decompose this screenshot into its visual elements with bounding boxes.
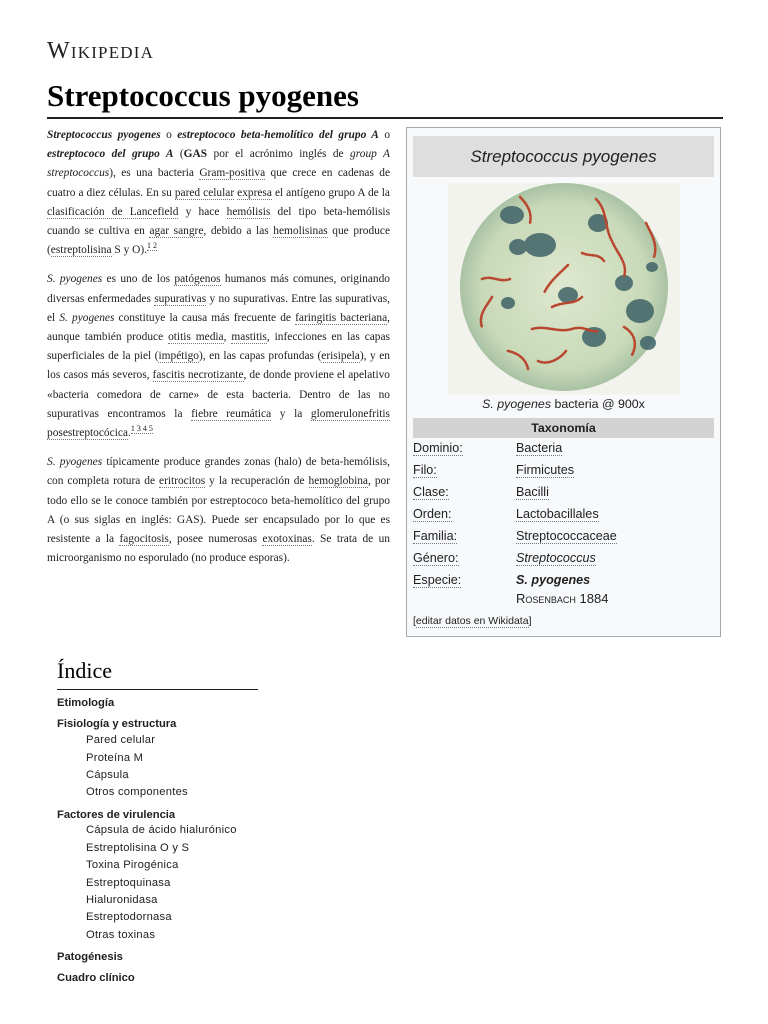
value-bacteria[interactable]: Bacteria <box>516 441 563 455</box>
bracket: ] <box>528 615 532 627</box>
value-species: S. pyogenes <box>516 573 591 587</box>
text: el antígeno grupo A de la <box>271 186 390 199</box>
toc-item-factores-virulencia[interactable]: Factores de virulencia <box>57 809 176 821</box>
text: y la <box>271 407 311 420</box>
wikipedia-wordmark[interactable]: Wikipedia <box>47 38 155 64</box>
toc-divider <box>57 689 258 690</box>
reference-marks[interactable]: 1 2 <box>147 241 157 251</box>
text: S. pyogenes <box>59 311 115 324</box>
text: típicamente produce grandes zonas (halo) de beta-hemólisis, con completa rotura de <box>47 456 390 488</box>
caption-species: S. pyogenes <box>482 397 552 411</box>
text: ), y en los casos más severos, <box>47 350 390 382</box>
taxonomy-row <box>413 463 714 483</box>
text: , infecciones en las capas superficiales de la piel ( <box>47 331 390 363</box>
bracket: [ <box>413 615 416 627</box>
text: y hace <box>178 205 227 218</box>
value-bacilli[interactable]: Bacilli <box>516 485 549 499</box>
link-agar-sangre[interactable]: agar sangre <box>149 225 204 238</box>
taxonomy-infobox <box>406 127 721 637</box>
bold-term: estreptococo beta-hemolítico del grupo A <box>177 129 379 141</box>
text: y la recuperación de <box>205 475 309 488</box>
toc-item-estreptolisina[interactable]: Estreptolisina O y S <box>86 842 190 854</box>
toc-item-cuadro-clinico[interactable]: Cuadro clínico <box>57 972 135 984</box>
text: , por todo ello se le conoce también por estreptococo beta-hemolítico del grupo A (o sus siglas en inglés: GAS). Puede ser encapsulado por lo que es resistente a la <box>47 475 390 546</box>
text: , debido a las <box>203 225 274 238</box>
toc-item-proteina-m[interactable]: Proteína M <box>86 752 144 764</box>
bold-term: estreptococo del grupo A <box>47 148 174 161</box>
micrograph-image[interactable] <box>448 183 680 395</box>
title-divider <box>47 117 723 119</box>
link-impetigo[interactable]: impétigo <box>158 350 199 363</box>
taxonomy-header: Taxonomía <box>413 418 714 438</box>
toc-item-estreptodornasa[interactable]: Estreptodornasa <box>86 911 172 923</box>
value-streptococcaceae[interactable]: Streptococcaceae <box>516 529 617 543</box>
text: S. pyogenes <box>47 456 103 469</box>
edit-wikidata-link[interactable]: editar datos en Wikidata <box>415 615 529 627</box>
infobox-title: Streptococcus pyogenes <box>413 136 714 177</box>
link-lancefield[interactable]: clasificación de Lancefield <box>47 205 179 218</box>
value-firmicutes[interactable]: Firmicutes <box>516 463 575 477</box>
link-otitis-media[interactable]: otitis media <box>168 331 224 344</box>
text: . <box>127 427 131 440</box>
text: y no supurativas. Entre las supurativas, el <box>47 292 391 324</box>
text: S. pyogenes <box>47 273 103 286</box>
text: , de donde proviene el apelativo «bacteria comedora de carne» de esta bacteria. Dentro de las no supurativas encontramos la <box>47 369 390 420</box>
text: S y O). <box>111 244 147 257</box>
text: . Se trata de un microorganismo no esporulado (no produce esporas). <box>47 533 390 565</box>
text: ), en las capas profundas ( <box>198 350 322 363</box>
link-mastitis[interactable]: mastitis <box>231 331 267 344</box>
text: ), es una bacteria <box>109 167 200 180</box>
link-erisipela[interactable]: erisipela <box>321 350 360 363</box>
wikidata-edit <box>413 615 713 627</box>
value-streptococcus[interactable]: Streptococcus <box>516 551 596 565</box>
text: , <box>223 331 232 344</box>
toc-item-etimologia[interactable]: Etimología <box>57 697 115 709</box>
rank-genero[interactable]: Género: <box>413 551 459 565</box>
toc-item-capsula[interactable]: Cápsula <box>86 769 129 781</box>
taxon-authority: Rosenbach 1884 <box>516 591 609 606</box>
toc-item-fisiologia[interactable]: Fisiología y estructura <box>57 718 177 730</box>
microscope-field <box>460 183 668 391</box>
reference-marks[interactable]: 1 3 4 5 <box>130 424 153 434</box>
paragraph-diseases <box>47 270 390 443</box>
link-fagocitosis[interactable]: fagocitosis <box>119 533 169 546</box>
rank-especie[interactable]: Especie: <box>413 573 462 587</box>
toc-item-pared-celular[interactable]: Pared celular <box>86 734 156 746</box>
rank-filo[interactable]: Filo: <box>413 463 437 477</box>
toc-title: Índice <box>57 658 112 683</box>
rank-orden[interactable]: Orden: <box>413 507 452 521</box>
toc-item-toxina-pirogenica[interactable]: Toxina Pirogénica <box>86 859 179 871</box>
text: , aunque también produce <box>47 311 391 344</box>
text: constituye la causa más frecuente de <box>114 311 296 324</box>
toc-item-otras-toxinas[interactable]: Otras toxinas <box>86 929 156 941</box>
toc-item-capsula-hialuronico[interactable]: Cápsula de ácido hialurónico <box>86 824 237 836</box>
rank-clase[interactable]: Clase: <box>413 485 449 499</box>
page-title: Streptococcus pyogenes <box>47 78 359 113</box>
link-expresa[interactable]: expresa <box>237 186 272 199</box>
taxonomy-row <box>413 529 714 549</box>
value-lactobacillales[interactable]: Lactobacillales <box>516 507 599 521</box>
text: por el acrónimo inglés de <box>207 148 351 161</box>
taxonomy-row <box>413 441 714 461</box>
bacteria-micrograph <box>448 183 680 395</box>
link-eritrocitos[interactable]: eritrocitos <box>159 475 206 488</box>
link-supurativas[interactable]: supurativas <box>154 292 207 305</box>
link-hemoglobina[interactable]: hemoglobina <box>308 475 368 488</box>
text: que crece en cadenas de cuatro a diez células. En su <box>47 167 390 199</box>
paragraph-hemolysis <box>47 453 390 568</box>
link-hemolisinas[interactable]: hemolisinas <box>273 225 328 238</box>
taxonomy-row <box>413 507 714 527</box>
toc-item-otros-componentes[interactable]: Otros componentes <box>86 786 188 798</box>
article-body <box>47 126 390 578</box>
link-fascitis[interactable]: fascitis necrotizante <box>152 369 244 382</box>
toc-item-patogenesis[interactable]: Patogénesis <box>57 951 123 963</box>
text: que produce ( <box>47 225 390 257</box>
rank-familia[interactable]: Familia: <box>413 529 458 543</box>
link-fiebre-reumatica[interactable]: fiebre reumática <box>191 407 272 420</box>
taxonomy-row <box>413 551 714 571</box>
bold-term: Streptococcus pyogenes <box>47 129 161 141</box>
link-faringitis[interactable]: faringitis bacteriana <box>295 311 388 324</box>
paragraph-intro <box>47 126 390 260</box>
toc-item-estreptoquinasa[interactable]: Estreptoquinasa <box>86 877 171 889</box>
link-exotoxinas[interactable]: exotoxinas <box>262 533 312 546</box>
rank-dominio[interactable]: Dominio: <box>413 441 463 455</box>
toc-item-hialuronidasa[interactable]: Hialuronidasa <box>86 894 158 906</box>
text: , posee numerosas <box>168 533 263 546</box>
bold-term: GAS <box>183 148 208 161</box>
text: del tipo beta-hemólisis cuando se cultiva en <box>47 205 390 238</box>
link-gram-positiva[interactable]: Gram-positiva <box>199 167 266 180</box>
taxonomy-row <box>413 485 714 505</box>
link-pared-celular[interactable]: pared celular <box>174 186 235 199</box>
link-glomerulonefritis[interactable]: glomerulonefritis posestreptocócica <box>47 407 390 440</box>
caption-text: bacteria @ 900x <box>551 397 645 411</box>
link-estreptolisina[interactable]: estreptolisina <box>50 244 112 257</box>
text: humanos más comunes, originando diversas enfermedades <box>47 273 390 305</box>
text: ( <box>173 148 184 161</box>
link-patogenos[interactable]: patógenos <box>174 273 221 286</box>
text: es uno de los <box>102 273 175 286</box>
link-hemolisis[interactable]: hemólisis <box>226 205 271 218</box>
text: group A streptococcus <box>47 148 391 180</box>
text: o <box>160 129 178 141</box>
image-caption <box>413 397 714 411</box>
text: o <box>378 129 391 141</box>
taxonomy-row <box>413 573 714 593</box>
